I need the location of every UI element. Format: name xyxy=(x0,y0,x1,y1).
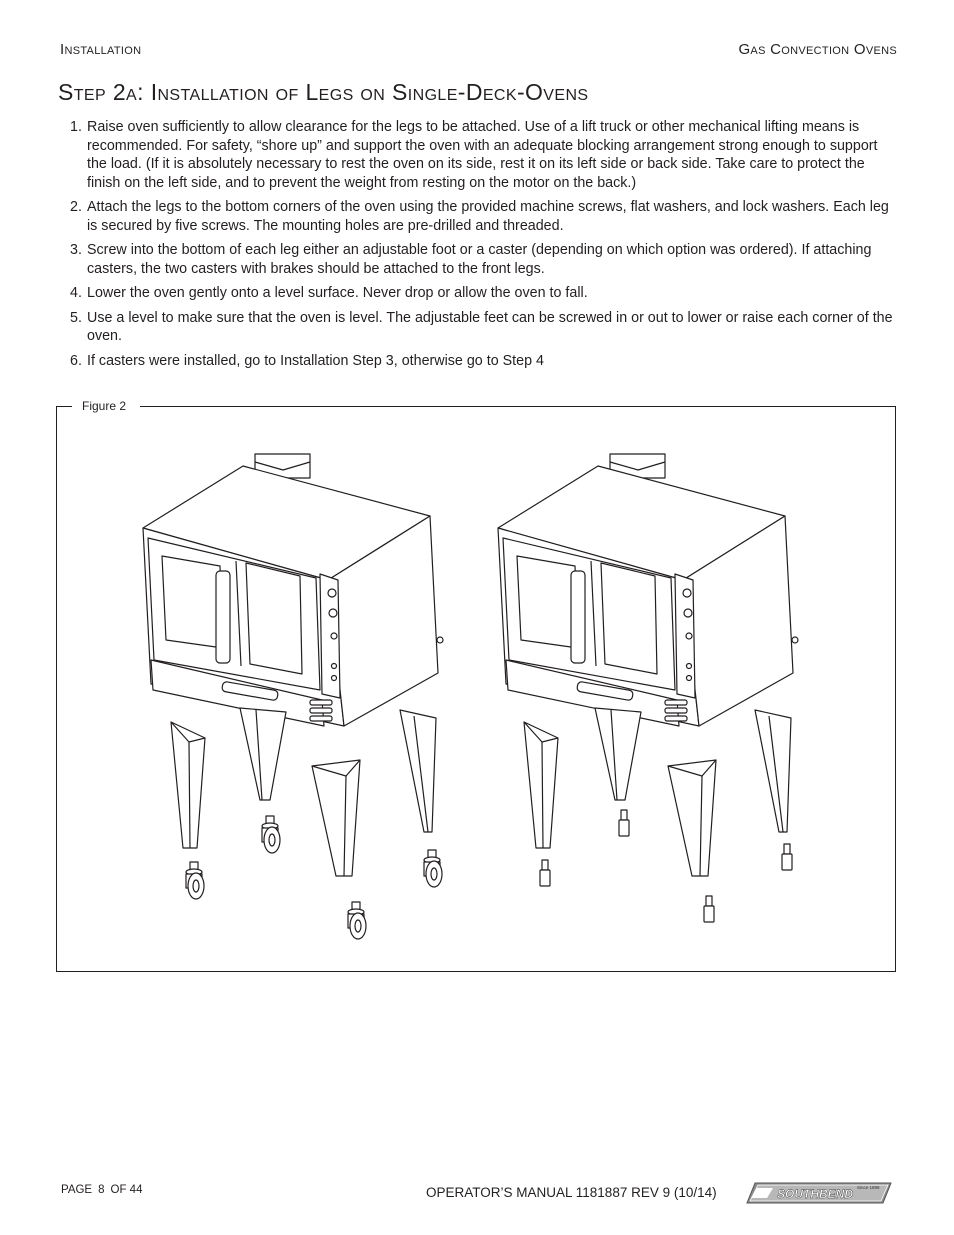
southbend-logo xyxy=(745,1181,893,1205)
header-section: Installation xyxy=(60,41,142,58)
step-item: 4. Lower the oven gently onto a level surface. Never drop or allow the oven to fall. xyxy=(70,285,588,301)
step-item: 1. Raise oven sufficiently to allow clearance for the legs to be attached. Use of a lift truck or other mechanical lifting means is recommended. For safety, “shore up” and support the oven with an adequate blocking arrangement strong enough to support the load. (If it is absolutely necessary to rest the oven on its side, rest it on its left side or back side. Take care to protect the finish on the left side, and to prevent the weight from resting on the motor on the back.) xyxy=(70,119,878,191)
step-item: 5. Use a level to make sure that the oven is level. The adjustable feet can be screwed in or out to lower or raise each corner of the oven. xyxy=(70,309,893,344)
step-item: 2. Attach the legs to the bottom corners of the oven using the provided machine screws, flat washers, and lock washers. Each leg is secured by five screws. The mounting holes are pre-drilled and threaded. xyxy=(70,199,889,234)
page-title: Step 2a: Installation of Legs on Single-Deck-Ovens xyxy=(58,79,589,105)
leg-set-right xyxy=(524,708,792,922)
step-item: 6. If casters were installed, go to Installation Step 3, otherwise go to Step 4 xyxy=(70,352,544,369)
page-number: PAGE 8 OF 44 xyxy=(61,1184,143,1196)
svg-text:SOUTHBEND: SOUTHBEND xyxy=(777,1187,854,1201)
oven-with-casters xyxy=(143,454,443,939)
header-product: Gas Convection Ovens xyxy=(738,41,897,58)
leg-set-left xyxy=(171,708,442,939)
svg-text:Since 1898: Since 1898 xyxy=(857,1185,880,1190)
oven-legs-illustration xyxy=(58,408,894,970)
step-item: 3. Screw into the bottom of each leg either an adjustable foot or a caster (depending on which option was ordered). If attaching casters, the two casters with brakes should be attached to the front legs. xyxy=(70,242,872,277)
figure-label: Figure 2 xyxy=(72,398,140,414)
steps-list xyxy=(70,118,900,376)
manual-reference: OPERATOR’S MANUAL 1181887 REV 9 (10/14) xyxy=(426,1185,717,1200)
oven-with-feet xyxy=(498,454,798,922)
